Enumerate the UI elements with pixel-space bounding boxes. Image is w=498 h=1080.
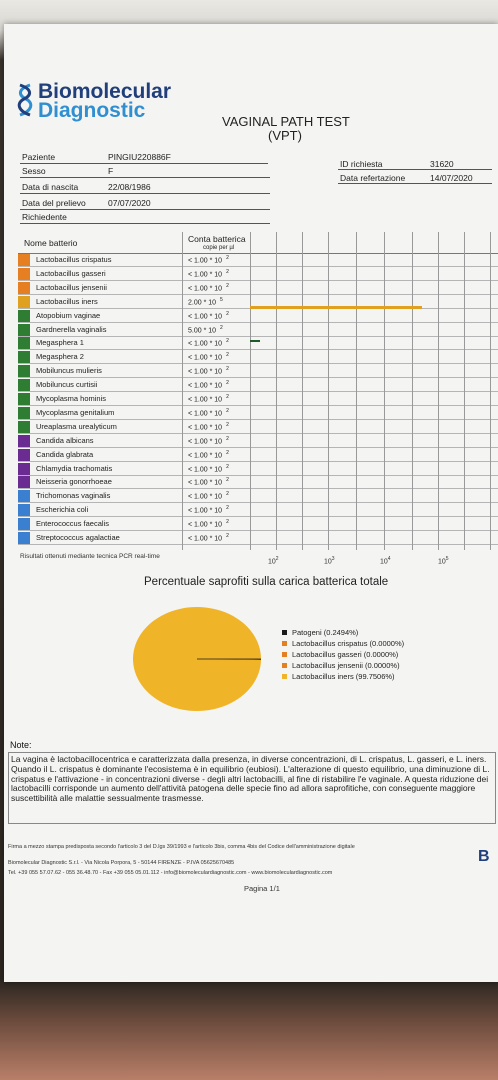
bacterium-name: Chlamydia trachomatis xyxy=(36,463,113,473)
category-color-swatch xyxy=(18,282,30,294)
count-exponent: 2 xyxy=(226,519,229,526)
column-header-unit: copie per µl xyxy=(203,245,235,251)
table-row xyxy=(18,490,498,503)
table-row xyxy=(18,449,498,462)
legend-label: Lactobacillus crispatus (0.0000%) xyxy=(292,639,405,648)
table-row xyxy=(18,310,498,323)
category-color-swatch xyxy=(18,449,30,461)
notes-box xyxy=(8,752,496,824)
grid-line xyxy=(250,232,251,550)
bacterial-count xyxy=(188,519,229,528)
bacterial-count xyxy=(188,505,229,514)
table-row xyxy=(18,532,498,545)
pie-chart xyxy=(132,606,262,712)
requester-label: Richiedente xyxy=(22,212,67,222)
logo-helix-icon xyxy=(14,83,36,117)
category-color-swatch xyxy=(18,365,30,377)
bacterium-name: Ureaplasma urealyticum xyxy=(36,421,117,431)
grid-line xyxy=(438,232,439,550)
bacterial-count xyxy=(188,297,223,306)
table-row xyxy=(18,476,498,489)
count-exponent: 2 xyxy=(226,282,229,289)
count-mantissa: < 1.00 * 10 xyxy=(188,410,223,418)
legend-label: Lactobacillus gasseri (0.0000%) xyxy=(292,650,399,659)
bacterial-count xyxy=(188,491,229,500)
count-mantissa: < 1.00 * 10 xyxy=(188,521,223,529)
sex-label: Sesso xyxy=(22,166,46,176)
patient-value: PINGIU220886F xyxy=(108,152,171,162)
bacterial-count xyxy=(188,464,229,473)
tick-exponent: 3 xyxy=(331,556,335,562)
sample-date-value: 07/07/2020 xyxy=(108,198,151,208)
count-mantissa: < 1.00 * 10 xyxy=(188,479,223,487)
divider xyxy=(20,193,270,194)
count-mantissa: < 1.00 * 10 xyxy=(188,451,223,459)
count-mantissa: < 1.00 * 10 xyxy=(188,493,223,501)
tick-base: 10 xyxy=(324,558,332,566)
bacterium-name: Gardnerella vaginalis xyxy=(36,324,107,334)
table-row xyxy=(18,282,498,295)
count-exponent: 2 xyxy=(226,366,229,373)
count-exponent: 2 xyxy=(226,268,229,275)
axis-tick-label xyxy=(380,556,391,565)
table-row xyxy=(18,504,498,517)
divider xyxy=(338,183,492,184)
count-exponent: 2 xyxy=(226,463,229,470)
count-mantissa: 5.00 * 10 xyxy=(188,326,217,334)
report-date-value: 14/07/2020 xyxy=(430,173,473,183)
grid-line xyxy=(490,232,491,550)
count-exponent: 2 xyxy=(226,310,229,317)
tick-exponent: 5 xyxy=(445,556,449,562)
table-row xyxy=(18,393,498,406)
bacterial-count xyxy=(188,269,229,278)
count-exponent: 2 xyxy=(226,338,229,345)
column-header-count: Conta batterica xyxy=(188,234,246,244)
category-color-swatch xyxy=(18,518,30,530)
bacterium-name: Megasphera 1 xyxy=(36,338,84,348)
count-mantissa: < 1.00 * 10 xyxy=(188,465,223,473)
request-id-value: 31620 xyxy=(430,159,454,169)
count-exponent: 5 xyxy=(220,296,223,303)
divider xyxy=(20,223,270,224)
count-mantissa: < 1.00 * 10 xyxy=(188,354,223,362)
bacterial-count xyxy=(188,422,229,431)
category-color-swatch xyxy=(18,268,30,280)
bacterium-name: Mycoplasma hominis xyxy=(36,394,107,403)
table-row xyxy=(18,379,498,392)
grid-line xyxy=(328,232,329,550)
count-exponent: 2 xyxy=(226,533,229,539)
count-exponent: 2 xyxy=(226,491,229,498)
chart-title: Percentuale saprofiti sulla carica batterica totale xyxy=(144,576,389,588)
count-mantissa: < 1.00 * 10 xyxy=(188,340,223,348)
count-mantissa: 2.00 * 10 xyxy=(188,299,217,307)
report-date-label: Data refertazione xyxy=(340,173,406,183)
legend-label: Patogeni (0.2494%) xyxy=(292,628,359,637)
count-exponent: 2 xyxy=(226,352,229,359)
bacterium-name: Neisseria gonorrhoeae xyxy=(36,477,112,487)
tick-exponent: 2 xyxy=(275,556,279,562)
bacterium-name: Enterococcus faecalis xyxy=(36,519,109,529)
footer-contacts: Tel. +39 055 57.07.62 - 055 36.48.70 - Fax +39 055 05.01.112 - info@biomoleculardiagnostic.com - www.biomoleculardiagnostic.com xyxy=(8,870,333,876)
count-exponent: 2 xyxy=(226,421,229,428)
logo-text-line2: Diagnostic xyxy=(38,99,146,122)
bacterium-name: Candida glabrata xyxy=(36,449,94,459)
category-color-swatch xyxy=(18,532,30,544)
category-color-swatch xyxy=(18,421,30,433)
count-mantissa: < 1.00 * 10 xyxy=(188,396,223,404)
table-row xyxy=(18,518,498,531)
table-row xyxy=(18,463,498,476)
count-exponent: 2 xyxy=(226,435,229,442)
bacterial-count xyxy=(188,450,229,459)
bacterium-name: Lactobacillus crispatus xyxy=(36,255,112,264)
bacterium-name: Mobiluncus curtisii xyxy=(36,380,98,390)
legend-swatch xyxy=(282,663,287,668)
bacterial-count xyxy=(188,436,229,445)
table-row xyxy=(18,407,498,420)
sample-date-label: Data del prelievo xyxy=(22,198,86,208)
table-row xyxy=(18,268,498,281)
category-color-swatch xyxy=(18,490,30,502)
report-title: VAGINAL PATH TEST xyxy=(222,114,350,129)
bacterium-name: Trichomonas vaginalis xyxy=(36,491,111,501)
report-subtitle: (VPT) xyxy=(268,128,302,143)
bacteria-table xyxy=(18,232,498,550)
count-exponent: 2 xyxy=(220,324,223,331)
grid-line xyxy=(182,232,183,550)
count-exponent: 2 xyxy=(226,380,229,387)
logo-badge: B xyxy=(478,848,490,865)
legend-swatch xyxy=(282,630,287,635)
grid-line xyxy=(276,232,277,550)
table-row xyxy=(18,254,498,267)
table-footnote: Risultati ottenuti mediante tecnica PCR real-time xyxy=(20,553,160,560)
count-mantissa: < 1.00 * 10 xyxy=(188,438,223,446)
legend-swatch xyxy=(282,674,287,679)
legend-swatch xyxy=(282,652,287,657)
category-color-swatch xyxy=(18,254,30,266)
legend-label: Lactobacillus iners (99.7506%) xyxy=(292,672,395,681)
count-mantissa: < 1.00 * 10 xyxy=(188,507,223,515)
bacterial-count xyxy=(188,338,229,347)
legend-label: Lactobacillus jensenii (0.0000%) xyxy=(292,661,400,670)
patient-label: Paziente xyxy=(22,152,56,162)
bacterium-name: Atopobium vaginae xyxy=(36,310,101,320)
category-color-swatch xyxy=(18,504,30,516)
bacterial-count xyxy=(188,380,229,389)
category-color-swatch xyxy=(18,463,30,475)
axis-tick-label xyxy=(324,556,335,565)
table-row xyxy=(18,351,498,364)
birthdate-label: Data di nascita xyxy=(22,182,79,192)
bacterial-count xyxy=(188,325,223,334)
sex-value: F xyxy=(108,166,114,176)
footer-signature-note: Firma a mezzo stampa predisposta secondo l'articolo 3 del D.lgs 39/1993 e l'articolo 3bis, comma 4bis del Codice dell'amministrazione digitale xyxy=(8,844,355,850)
bacterial-count xyxy=(188,366,229,375)
bacterial-count xyxy=(188,533,229,542)
category-color-swatch xyxy=(18,337,30,349)
count-exponent: 2 xyxy=(226,394,229,400)
bacterium-name: Megasphera 2 xyxy=(36,352,84,362)
grid-line xyxy=(464,232,465,550)
grid-line xyxy=(384,232,385,550)
bacterial-count xyxy=(188,352,229,361)
category-color-swatch xyxy=(18,476,30,488)
bacterial-count xyxy=(188,477,229,486)
table-row xyxy=(18,435,498,448)
count-exponent: 2 xyxy=(226,449,229,456)
count-exponent: 2 xyxy=(226,407,229,414)
bacterial-count xyxy=(188,408,229,417)
tick-base: 10 xyxy=(268,558,276,566)
bacterium-name: Lactobacillus iners xyxy=(36,296,98,306)
tick-base: 10 xyxy=(380,558,388,566)
category-color-swatch xyxy=(18,296,30,308)
count-exponent: 2 xyxy=(226,255,229,261)
count-bar-gardnerella-vaginalis xyxy=(250,340,260,342)
notes-text: La vagina è lactobacillocentrica e caratterizzata dalla presenza, in diverse concentrazioni, di L. crispatus, L. gasseri, e L. iners. Quando il L. crispatus è dominante l'ecosistema è in equilibrio (eubiosi). L'alterazione di questo equilibrio, una diminuzione di L. crispatus e l'attivazione - in concentrazioni diverse - degli altri lactobacilli, al fine di ristabilire l'e vaginale. A questa riduzione dei lactobacilli corrisponde un aumento dell'attività patogena delle specie fino ad allora saprofitiche, con conseguente maggiore suscettibilità alle malattie sessualmente trasmesse. xyxy=(11,754,490,804)
bacterial-count xyxy=(188,311,229,320)
grid-line xyxy=(412,232,413,550)
bacterium-name: Mobiluncus mulieris xyxy=(36,366,102,376)
divider xyxy=(20,209,270,210)
category-color-swatch xyxy=(18,393,30,405)
category-color-swatch xyxy=(18,310,30,322)
page-number: Pagina 1/1 xyxy=(244,884,280,893)
divider xyxy=(20,163,268,164)
bacterium-name: Escherichia coli xyxy=(36,505,89,515)
bacterium-name: Streptococcus agalactiae xyxy=(36,533,120,542)
count-mantissa: < 1.00 * 10 xyxy=(188,257,223,265)
count-bar-lactobacillus-iners xyxy=(250,306,422,309)
grid-line xyxy=(356,232,357,550)
tick-exponent: 4 xyxy=(387,556,391,562)
count-mantissa: < 1.00 * 10 xyxy=(188,535,223,543)
table-row xyxy=(18,421,498,434)
bacterial-count xyxy=(188,283,229,292)
legend-swatch xyxy=(282,641,287,646)
count-mantissa: < 1.00 * 10 xyxy=(188,368,223,376)
count-mantissa: < 1.00 * 10 xyxy=(188,285,223,293)
count-mantissa: < 1.00 * 10 xyxy=(188,312,223,320)
count-mantissa: < 1.00 * 10 xyxy=(188,424,223,432)
category-color-swatch xyxy=(18,379,30,391)
table-header xyxy=(18,232,498,254)
table-row xyxy=(18,324,498,337)
axis-tick-label xyxy=(438,556,449,565)
tick-base: 10 xyxy=(438,558,446,566)
bacterium-name: Lactobacillus jensenii xyxy=(36,282,107,292)
bacterium-name: Candida albicans xyxy=(36,435,94,445)
notes-label: Note: xyxy=(10,740,32,750)
logo-text-line1: Biomolecular xyxy=(38,80,172,103)
request-id-label: ID richiesta xyxy=(340,159,383,169)
footer-company: Biomolecular Diagnostic S.r.l. - Via Nicola Porpora, 5 - 50144 FIRENZE - P.IVA 05625670485 xyxy=(8,860,235,866)
count-mantissa: < 1.00 * 10 xyxy=(188,271,223,279)
grid-line xyxy=(302,232,303,550)
category-color-swatch xyxy=(18,351,30,363)
count-exponent: 2 xyxy=(226,505,229,512)
bacterial-count xyxy=(188,394,229,403)
bacterial-count xyxy=(188,255,229,264)
category-color-swatch xyxy=(18,324,30,336)
axis-tick-label xyxy=(268,556,279,565)
divider xyxy=(20,177,270,178)
birthdate-value: 22/08/1986 xyxy=(108,182,151,192)
count-exponent: 2 xyxy=(226,477,229,484)
category-color-swatch xyxy=(18,407,30,419)
divider xyxy=(338,169,492,170)
bacterium-name: Mycoplasma genitalium xyxy=(36,407,115,417)
count-mantissa: < 1.00 * 10 xyxy=(188,382,223,390)
column-header-name: Nome batterio xyxy=(24,238,78,248)
bacterium-name: Lactobacillus gasseri xyxy=(36,268,106,278)
table-row xyxy=(18,365,498,378)
category-color-swatch xyxy=(18,435,30,447)
